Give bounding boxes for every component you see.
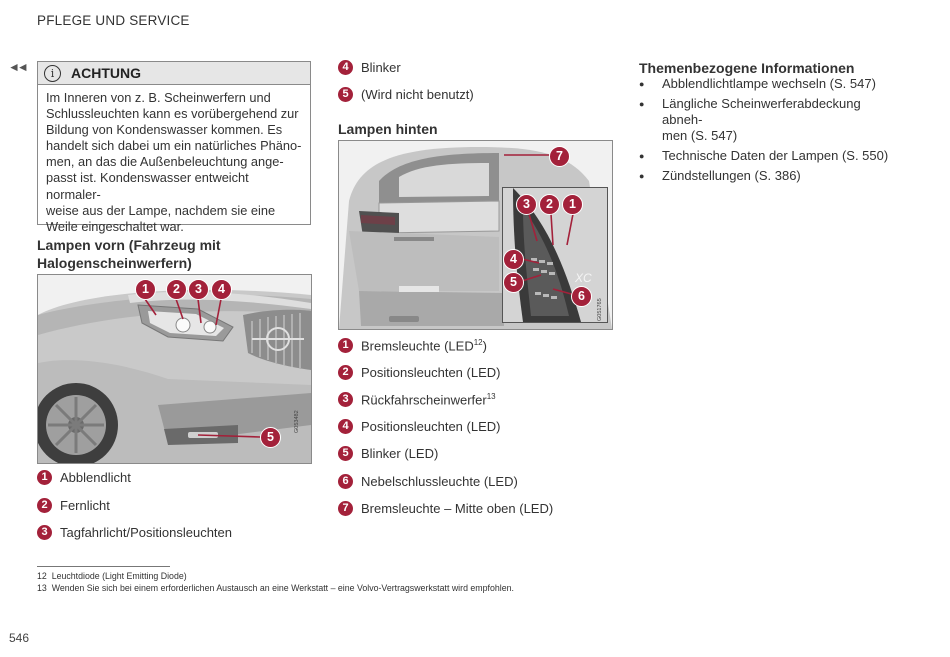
footnote-13 (37, 583, 514, 593)
legend-text-main: Rückfahrscheinwerfer (361, 392, 487, 408)
legend-item (338, 474, 518, 489)
legend-number: 6 (338, 474, 353, 489)
legend-number: 7 (338, 501, 353, 516)
figure-marker-7: 7 (549, 146, 570, 167)
figure-code: G053482 (294, 410, 300, 433)
warning-title: ACHTUNG (71, 65, 141, 81)
related-info-list (639, 76, 901, 188)
rear-lamps-heading: Lampen hinten (338, 121, 438, 137)
related-link[interactable]: ● Abblendlichtlampe wechseln (S. 547) (639, 76, 901, 92)
legend-number: 1 (338, 338, 353, 353)
legend-text: Fernlicht (60, 498, 110, 513)
rear-lamps-figure (338, 140, 613, 330)
figure-marker-2: 2 (539, 194, 560, 215)
legend-text (361, 338, 487, 353)
legend-number: 2 (37, 498, 52, 513)
figure-marker-2: 2 (166, 279, 187, 300)
legend-text: (Wird nicht benutzt) (361, 87, 474, 102)
model-badge: XC (575, 271, 592, 285)
legend-number: 1 (37, 470, 52, 485)
footnote-ref[interactable]: 12 (473, 338, 483, 347)
figure-marker-1: 1 (135, 279, 156, 300)
front-lamps-heading (37, 236, 221, 272)
front-heading-line: Halogenscheinwerfern) (37, 255, 192, 271)
figure-code: G051765 (597, 298, 603, 321)
warning-line: Im Inneren von z. B. Scheinwerfern und (46, 90, 271, 105)
legend-item (338, 60, 401, 75)
legend-item (338, 501, 553, 516)
legend-item (338, 392, 496, 407)
related-link[interactable] (639, 96, 901, 144)
previous-page-icon[interactable]: ◄◄ (8, 60, 26, 74)
related-link[interactable]: ● Technische Daten der Lampen (S. 550) (639, 148, 901, 164)
legend-text: Tagfahrlicht/Positionsleuchten (60, 525, 232, 540)
warning-header (38, 62, 310, 85)
legend-text: Blinker (LED) (361, 446, 439, 461)
front-lamps-figure (37, 274, 312, 464)
figure-marker-1: 1 (562, 194, 583, 215)
figure-marker-5: 5 (503, 272, 524, 293)
warning-line: Bildung von Kondenswasser kommen. Es (46, 122, 283, 138)
figure-marker-4: 4 (503, 249, 524, 270)
figure-marker-4: 4 (211, 279, 232, 300)
footnote-divider (37, 566, 170, 567)
legend-text: Positionsleuchten (LED) (361, 419, 501, 434)
footnote-text: Wenden Sie sich bei einem erforderlichen Austausch an eine Werkstatt – eine Volvo-Vertragswerkstatt wird empfohlen. (51, 583, 514, 593)
warning-line: handelt sich dabei um ein natürliches Phäno- (46, 138, 302, 154)
legend-text: Positionsleuchten (LED) (361, 365, 501, 380)
warning-line: men, an das die Außenbeleuchtung ange- (46, 154, 284, 170)
footnote-number: 13 (37, 583, 47, 593)
legend-text (361, 392, 496, 407)
legend-item (338, 446, 438, 461)
legend-number: 5 (338, 87, 353, 102)
footnote-text: Leuchtdiode (Light Emitting Diode) (51, 571, 187, 581)
legend-item (338, 87, 474, 102)
legend-number: 4 (338, 60, 353, 75)
legend-number: 5 (338, 446, 353, 461)
legend-item (37, 470, 131, 485)
figure-marker-3: 3 (188, 279, 209, 300)
legend-text-after: ) (482, 338, 487, 354)
legend-item (338, 338, 487, 353)
legend-item (37, 498, 110, 513)
legend-text: Bremsleuchte – Mitte oben (LED) (361, 501, 554, 516)
footnote-ref[interactable]: 13 (486, 392, 496, 401)
footnote-number: 12 (37, 571, 47, 581)
legend-text-main: Bremsleuchte (LED (361, 338, 474, 354)
figure-marker-6: 6 (571, 286, 592, 307)
legend-item (37, 525, 232, 540)
footnote-12 (37, 571, 187, 581)
legend-text: Blinker (361, 60, 401, 75)
related-link-text[interactable]: Längliche Scheinwerferabdeckung abneh- men (S. 547) (662, 96, 861, 143)
front-heading-line: Lampen vorn (Fahrzeug mit (37, 237, 221, 253)
legend-item (338, 419, 500, 434)
figure-marker-5: 5 (260, 427, 281, 448)
warning-line: weise aus der Lampe, nachdem sie eine (46, 202, 276, 218)
legend-number: 3 (37, 525, 52, 540)
related-link[interactable]: ● Zündstellungen (S. 386) (639, 168, 901, 184)
legend-number: 4 (338, 419, 353, 434)
related-info-heading: Themenbezogene Informationen (639, 60, 855, 76)
warning-line: Weile eingeschaltet war. (46, 218, 184, 234)
page-number: 546 (9, 631, 30, 645)
legend-text: Nebelschlussleuchte (LED) (361, 474, 518, 489)
section-header: PFLEGE UND SERVICE (37, 13, 190, 28)
legend-text: Abblendlicht (60, 470, 131, 485)
warning-text (38, 85, 310, 235)
legend-number: 2 (338, 365, 353, 380)
figure-marker-3: 3 (516, 194, 537, 215)
warning-line: passt ist. Kondenswasser entweicht normaler- (46, 170, 249, 202)
legend-item (338, 365, 500, 380)
info-icon: i (44, 65, 61, 82)
warning-line: Schlussleuchten kann es vorübergehend zur (46, 106, 299, 122)
legend-number: 3 (338, 392, 353, 407)
warning-box (37, 61, 311, 234)
